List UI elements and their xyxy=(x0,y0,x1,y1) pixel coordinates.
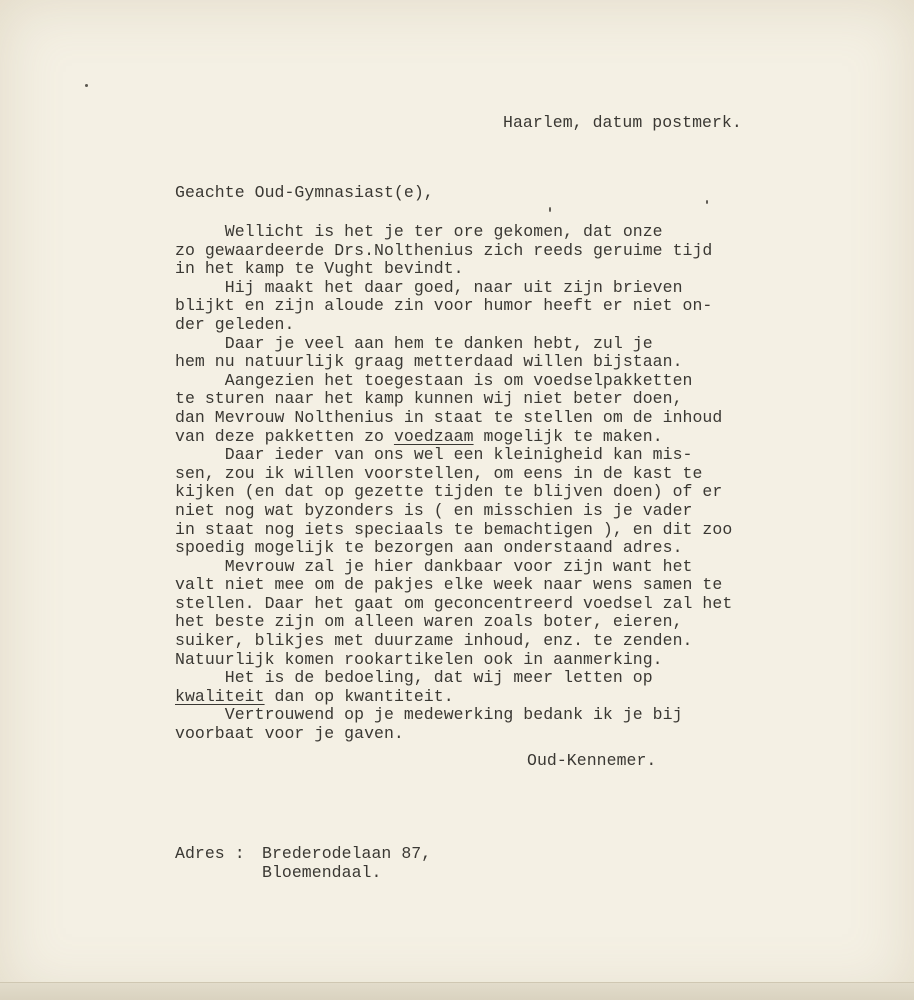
letter-line: Daar ieder van ons wel een kleinigheid kan mis- xyxy=(175,445,693,465)
letter-line: kijken (en dat op gezette tijden te blijven doen) of er xyxy=(175,482,723,502)
paper-fold-edge xyxy=(0,982,914,1000)
letter-line: suiker, blikjes met duurzame inhoud, enz. te zenden. xyxy=(175,631,693,651)
letter-line: blijkt en zijn aloude zin voor humor heeft er niet on- xyxy=(175,296,713,316)
letter-line: stellen. Daar het gaat om geconcentreerd voedsel zal het xyxy=(175,593,733,613)
letter-line: Vertrouwend op je medewerking bedank ik je bij xyxy=(175,705,683,725)
ink-speck xyxy=(549,207,551,212)
letter-line: der geleden. xyxy=(175,314,295,334)
ink-speck xyxy=(706,200,708,204)
letter-line: Aangezien het toegestaan is om voedselpakketten xyxy=(175,370,693,390)
letter-line: in staat nog iets speciaals te bemachtigen ), en dit zoo xyxy=(175,519,733,539)
letter-line: zo gewaardeerde Drs.Nolthenius zich reeds geruime tijd xyxy=(175,240,713,260)
address-town: Bloemendaal. xyxy=(262,863,382,882)
letter-line: Wellicht is het je ter ore gekomen, dat onze xyxy=(175,222,663,241)
letter-line: voorbaat voor je gaven. xyxy=(175,724,404,744)
underlined-word: kwaliteit xyxy=(175,686,265,706)
letter-line: sen, zou ik willen voorstellen, om eens in de kast te xyxy=(175,463,703,483)
letter-body xyxy=(175,223,732,744)
letter-line: te sturen naar het kamp kunnen wij niet beter doen, xyxy=(175,389,683,409)
letter-line: valt niet mee om de pakjes elke week naar wens samen te xyxy=(175,575,723,595)
letter-line: dan Mevrouw Nolthenius in staat te stellen om de inhoud xyxy=(175,407,723,427)
letter-line: Mevrouw zal je hier dankbaar voor zijn want het xyxy=(175,556,693,576)
date-line: Haarlem, datum postmerk. xyxy=(503,113,742,132)
letter-line: in het kamp te Vught bevindt. xyxy=(175,259,464,279)
letter-line: Daar je veel aan hem te danken hebt, zul je xyxy=(175,333,653,353)
letter-line: Hij maakt het daar goed, naar uit zijn brieven xyxy=(175,277,683,297)
address-street: Brederodelaan 87, xyxy=(262,844,432,863)
letter-line: kwaliteit dan op kwantiteit. xyxy=(175,686,454,706)
underlined-word: voedzaam xyxy=(393,426,474,446)
address-label: Adres : xyxy=(175,844,245,863)
ink-speck xyxy=(85,84,88,87)
letter-line: Natuurlijk komen rookartikelen ook in aanmerking. xyxy=(175,649,663,669)
letter-line: het beste zijn om alleen waren zoals boter, eieren, xyxy=(175,612,683,632)
letter-line: spoedig mogelijk te bezorgen aan onderstaand adres. xyxy=(175,538,683,558)
signature: Oud-Kennemer. xyxy=(527,751,657,770)
letter-line: hem nu natuurlijk graag metterdaad willen bijstaan. xyxy=(175,352,683,372)
letter-line: van deze pakketten zo voedzaam mogelijk te maken. xyxy=(175,426,663,446)
letter-line: niet nog wat byzonders is ( en misschien is je vader xyxy=(175,500,693,520)
salutation: Geachte Oud-Gymnasiast(e), xyxy=(175,183,434,202)
letter-line: Het is de bedoeling, dat wij meer letten op xyxy=(175,668,653,688)
